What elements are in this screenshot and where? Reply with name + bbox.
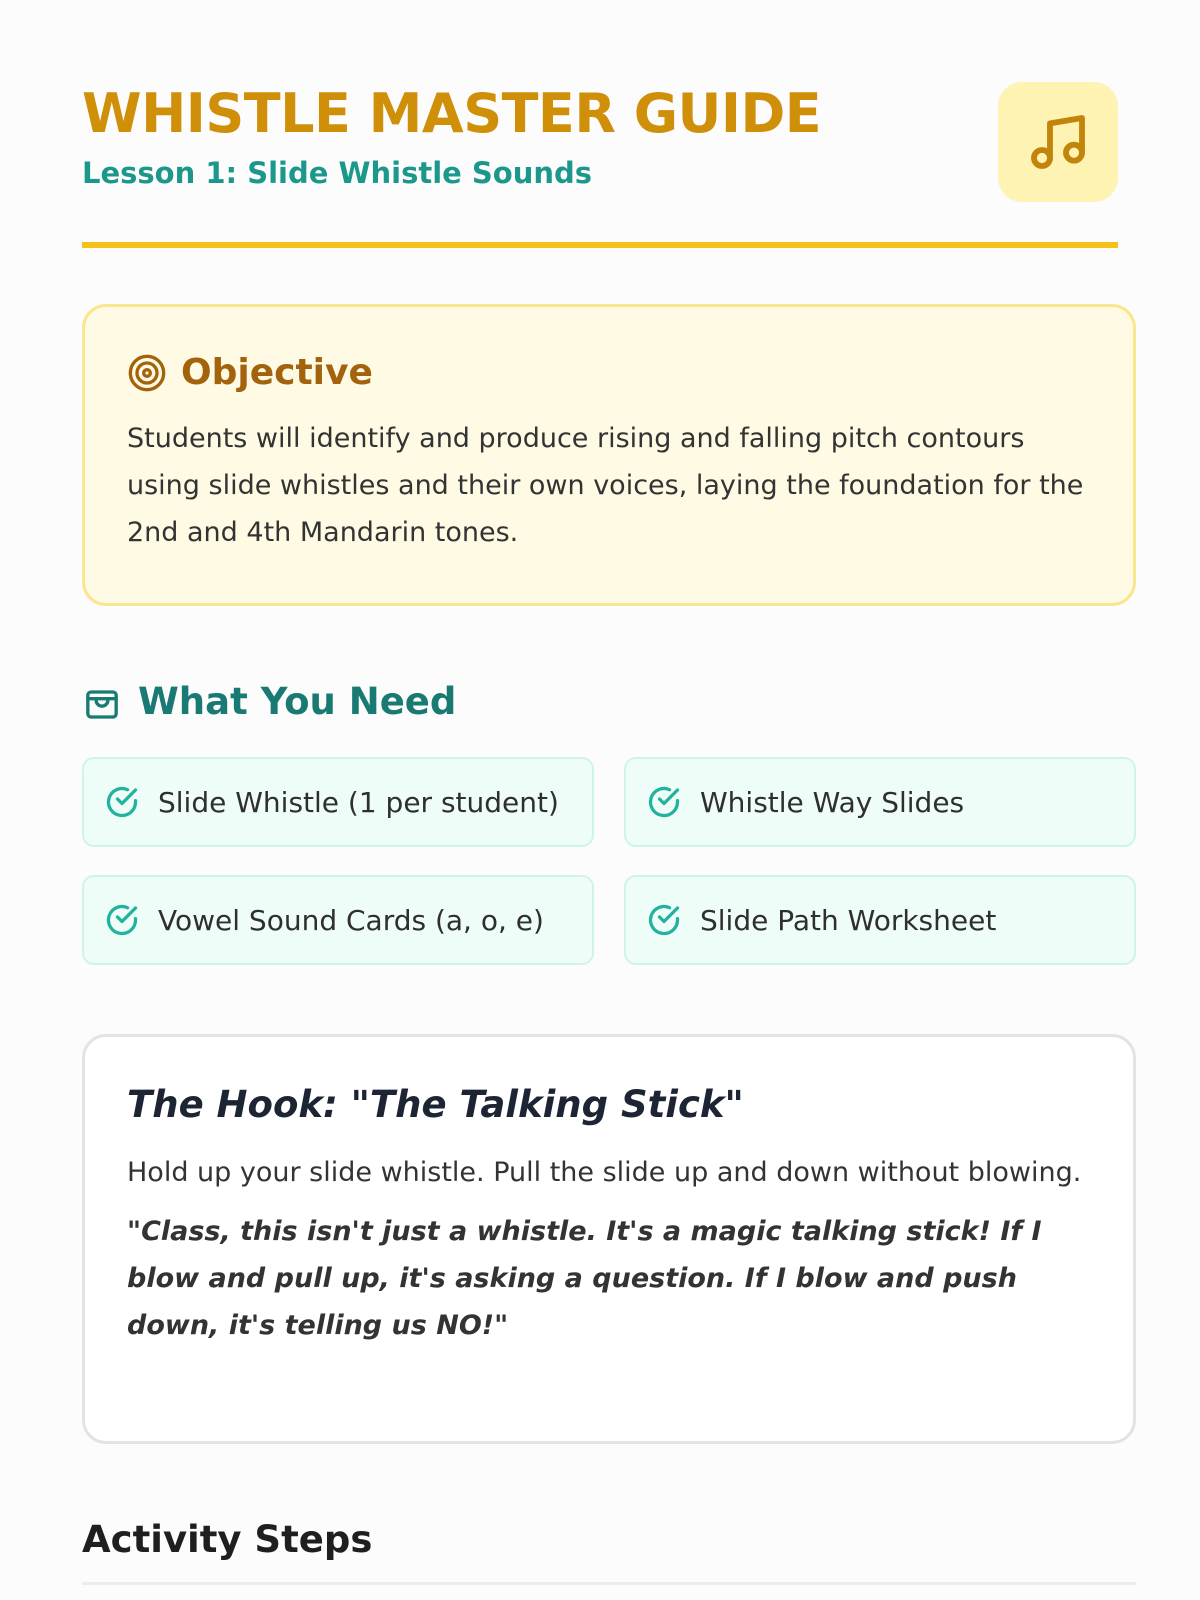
materials-grid xyxy=(82,757,1136,965)
objective-title: Objective xyxy=(181,352,373,393)
material-item xyxy=(82,757,594,847)
check-circle-icon xyxy=(646,902,682,938)
music-note-icon xyxy=(1026,110,1090,174)
materials-header xyxy=(82,674,456,730)
materials-title: What You Need xyxy=(138,680,457,723)
material-item xyxy=(82,875,594,965)
page-title: WHISTLE MASTER GUIDE xyxy=(82,82,822,145)
divider xyxy=(82,1582,1136,1585)
hook-card xyxy=(82,1034,1136,1444)
material-label: Whistle Way Slides xyxy=(700,785,965,819)
music-badge xyxy=(998,82,1118,202)
hook-quote: "Class, this isn't just a whistle. It's a magic talking stick! If I blow and pull up, it's asking a question. If I blow and push down, it's telling us NO!" xyxy=(127,1216,1042,1341)
lesson-subtitle: Lesson 1: Slide Whistle Sounds xyxy=(82,156,593,190)
material-item xyxy=(624,875,1136,965)
hook-title: The Hook: "The Talking Stick" xyxy=(127,1083,744,1126)
material-label: Slide Whistle (1 per student) xyxy=(158,785,559,819)
material-item xyxy=(624,757,1136,847)
check-circle-icon xyxy=(104,902,140,938)
material-label: Vowel Sound Cards (a, o, e) xyxy=(158,903,544,937)
hook-instruction: Hold up your slide whistle. Pull the slide up and down without blowing. xyxy=(127,1157,1082,1188)
material-label: Slide Path Worksheet xyxy=(700,903,997,937)
check-circle-icon xyxy=(646,784,682,820)
objective-text: Students will identify and produce rising and falling pitch contours using slide whistles and their own voices, laying the foundation for the 2nd and 4th Mandarin tones. xyxy=(127,423,1084,548)
objective-header xyxy=(127,345,1091,401)
activity-steps-heading: Activity Steps xyxy=(82,1518,373,1561)
check-circle-icon xyxy=(104,784,140,820)
objective-card xyxy=(82,304,1136,606)
shopping-bag-icon xyxy=(82,682,122,722)
header xyxy=(82,0,1118,248)
target-icon xyxy=(127,353,167,393)
